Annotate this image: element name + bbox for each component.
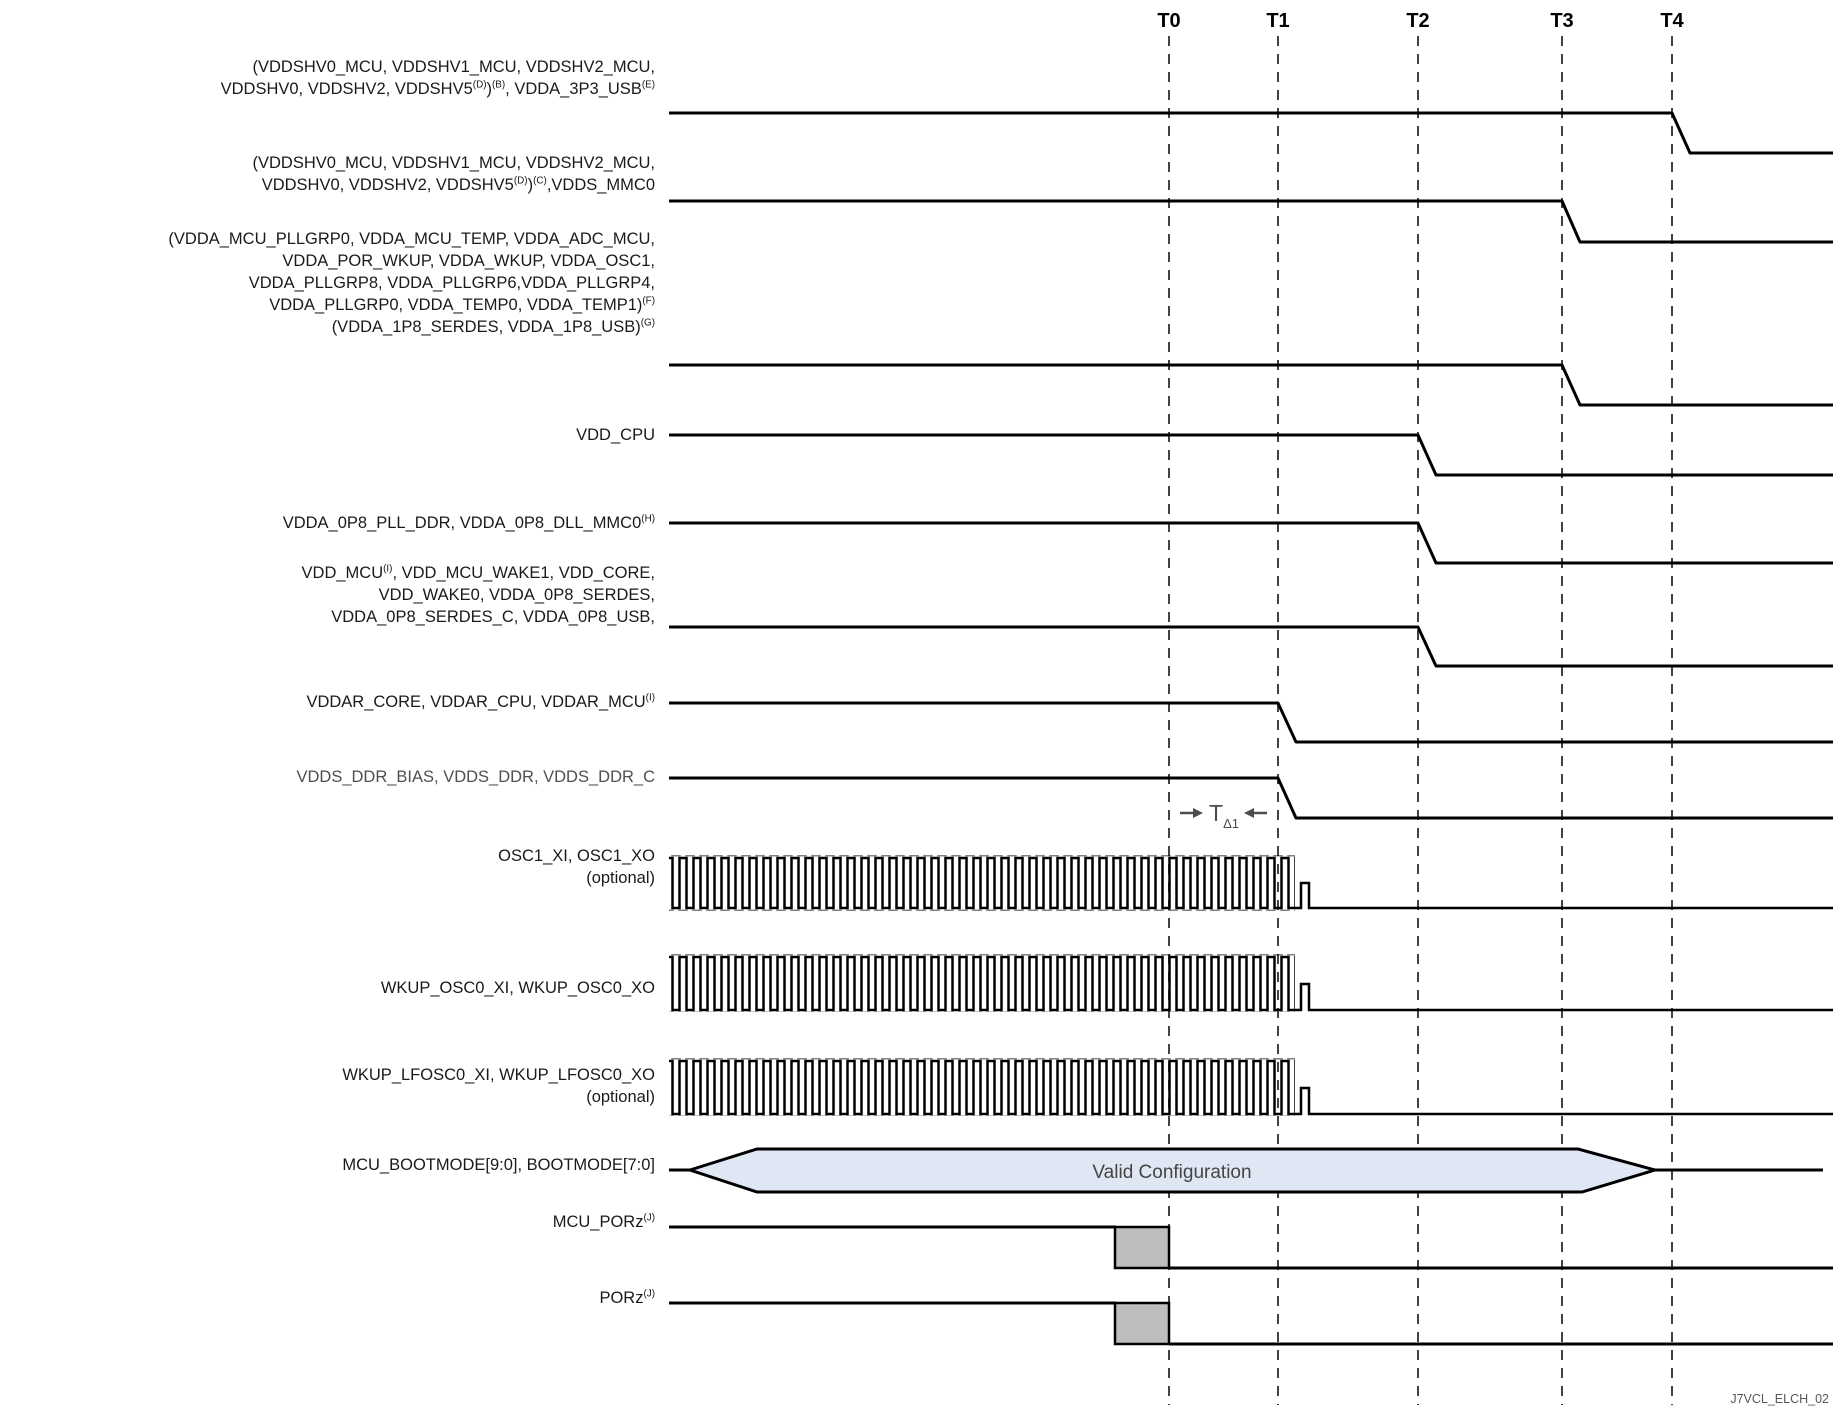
label-line: VDDAR_CORE, VDDAR_CPU, $VDDAR\_MCU^{(I)}$ bbox=[306, 692, 655, 711]
label-line: PORz$^{(J)}$ bbox=[599, 1288, 655, 1307]
waveform-vdda-analog-group bbox=[669, 365, 1833, 405]
label-line: VDD_CPU bbox=[576, 426, 655, 444]
waveform-vddar-group bbox=[669, 703, 1833, 742]
t2-label: T2 bbox=[1406, 10, 1430, 32]
clock-waveforms bbox=[669, 856, 1833, 1117]
label-line: (VDDA_MCU_PLLGRP0, VDDA_MCU_TEMP, VDDA_ADC_MCU, bbox=[168, 230, 655, 248]
signal-label-bootmode-bus bbox=[0, 1154, 655, 1176]
label-line: VDDSHV0, VDDSHV2, $VDDSHV5^{(D)})^{(B)}$, $VDDA\_3P3\_USB^{(E)}$ bbox=[220, 79, 655, 98]
t-delta1-left-arrowhead bbox=[1193, 808, 1203, 818]
signal-label-vdd-mcu-core-group bbox=[0, 562, 655, 628]
label-line: VDDA_PLLGRP8, VDDA_PLLGRP6,VDDA_PLLGRP4, bbox=[248, 274, 655, 292]
t1-label: T1 bbox=[1266, 10, 1290, 32]
label-line: (VDDSHV0_MCU, VDDSHV1_MCU, VDDSHV2_MCU, bbox=[252, 58, 655, 76]
time-marker-labels bbox=[1157, 10, 1684, 32]
signal-label-vddar-group bbox=[0, 691, 655, 713]
signal-label-mcu-porz bbox=[0, 1211, 655, 1233]
label-line: VDDA_0P8_PLL_DDR, $VDDA\_0P8\_DLL\_MMC0^{(H)}$ bbox=[282, 513, 655, 532]
waveform-vdda-0p8-pll-ddr bbox=[669, 523, 1833, 563]
t0-label: T0 bbox=[1157, 10, 1181, 32]
t-delta1-right-arrowhead bbox=[1244, 808, 1254, 818]
label-line: WKUP_LFOSC0_XI, WKUP_LFOSC0_XO bbox=[342, 1066, 655, 1084]
mcu-porz-uncertainty-box bbox=[1115, 1227, 1169, 1268]
t3-label: T3 bbox=[1550, 10, 1574, 32]
signal-label-wkup-osc0 bbox=[0, 977, 655, 999]
label-line: (VDDA_1P8_SERDES, VDDA_1P8_USB)$^{(G)}$ bbox=[331, 317, 655, 336]
signal-label-porz bbox=[0, 1287, 655, 1309]
waveform-wkup-lfosc0-stop bbox=[1295, 1088, 1833, 1114]
label-line: WKUP_OSC0_XI, WKUP_OSC0_XO bbox=[380, 979, 655, 997]
label-line: VDDA_POR_WKUP, VDDA_WKUP, VDDA_OSC1, bbox=[282, 252, 655, 270]
waveform-wkup-osc0-stop bbox=[1295, 984, 1833, 1010]
reset-waveforms bbox=[669, 1227, 1833, 1344]
t4-label: T4 bbox=[1660, 10, 1684, 32]
signal-label-vdd-cpu bbox=[0, 424, 655, 446]
label-line: VDDSHV0, VDDSHV2, $VDDSHV5^{(D)})^{(C)},VDDS\_MMC0$ bbox=[261, 175, 655, 194]
waveform-vddshv-group-b bbox=[669, 113, 1833, 153]
t-delta1-label: $T_{\Delta 1}$ bbox=[1209, 800, 1239, 831]
signal-label-wkup-lfosc0 bbox=[0, 1064, 655, 1108]
label-line: MCU_BOOTMODE[9:0], BOOTMODE[7:0] bbox=[342, 1156, 655, 1174]
waveform-vdd-mcu-core-group bbox=[669, 627, 1833, 666]
signal-label-vdds-ddr-group bbox=[0, 766, 655, 788]
t-delta1-annotation bbox=[1180, 800, 1267, 831]
porz-uncertainty-box bbox=[1115, 1303, 1169, 1344]
signal-label-osc1 bbox=[0, 845, 655, 889]
power-rail-waveforms bbox=[669, 113, 1833, 818]
waveform-osc1-stop bbox=[1295, 883, 1833, 908]
label-line: (VDDSHV0_MCU, VDDSHV1_MCU, VDDSHV2_MCU, bbox=[252, 154, 655, 172]
waveform-vddshv-group-c bbox=[669, 201, 1833, 242]
bus-valid-text: Valid Configuration bbox=[1092, 1162, 1252, 1183]
signal-label-vddshv-group-c bbox=[0, 152, 655, 196]
label-line: VDD_WAKE0, VDDA_0P8_SERDES, bbox=[378, 586, 655, 604]
signal-label-vddshv-group-b bbox=[0, 56, 655, 100]
waveform-wkup-lfosc0-clock bbox=[669, 1059, 1295, 1117]
label-line: MCU_PORz$^{(J)}$ bbox=[552, 1212, 655, 1231]
waveform-wkup-osc0-clock bbox=[669, 955, 1295, 1013]
waveform-vdd-cpu bbox=[669, 435, 1833, 475]
label-line: (optional) bbox=[586, 1088, 655, 1106]
signal-label-vdda-analog-group bbox=[0, 228, 655, 338]
label-line: VDDA_PLLGRP0, VDDA_TEMP0, VDDA_TEMP1)$^{(F)}$ bbox=[269, 295, 655, 314]
label-line: VDDA_0P8_SERDES_C, VDDA_0P8_USB, bbox=[331, 608, 655, 626]
label-line: (optional) bbox=[586, 869, 655, 887]
figure-id: J7VCL_ELCH_02 bbox=[1730, 1392, 1829, 1406]
label-line: VDDS_DDR_BIAS, VDDS_DDR, VDDS_DDR_C bbox=[296, 768, 655, 786]
label-line: $VDD\_MCU^{(I)}$, VDD_MCU_WAKE1, VDD_CORE, bbox=[301, 563, 655, 582]
signal-label-vdda-0p8-pll-ddr bbox=[0, 512, 655, 534]
waveform-osc1-clock bbox=[669, 856, 1295, 911]
label-line: OSC1_XI, OSC1_XO bbox=[498, 847, 655, 865]
